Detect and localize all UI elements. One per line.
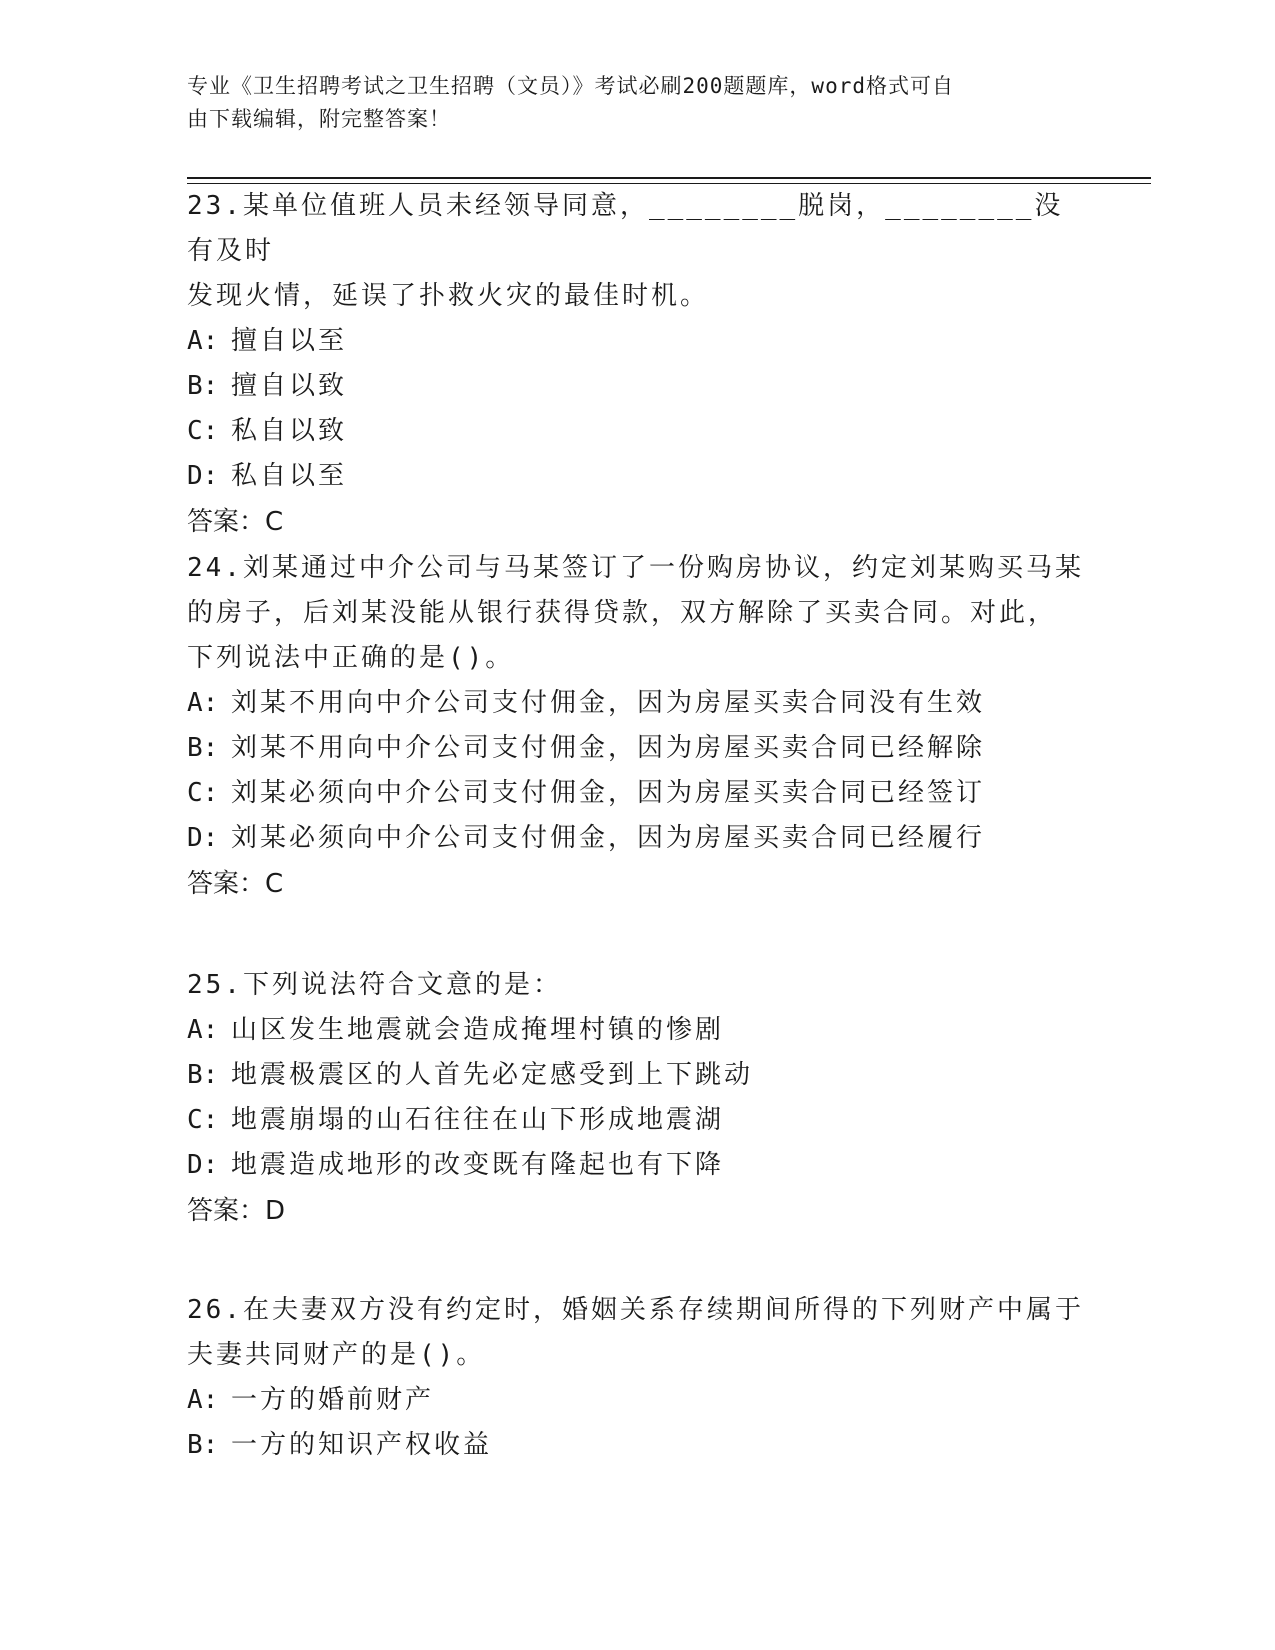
option-text: 地震极震区的人首先必定感受到上下跳动: [231, 1060, 754, 1090]
option-b: [187, 364, 1087, 409]
question-stem-line: 的房子，后刘某没能从银行获得贷款，双方解除了买卖合同。对此，: [187, 598, 1058, 628]
option-text: 一方的婚前财产: [231, 1385, 435, 1415]
option-c: [187, 409, 1087, 454]
header-line-1: 专业《卫生招聘考试之卫生招聘（文员）》考试必刷200题题库，word格式可自: [187, 74, 954, 98]
question-stem-line: 23.某单位值班人员未经领导同意，________脱岗，________没有及时: [187, 191, 1064, 266]
option-c: [187, 771, 1087, 816]
option-b: [187, 1053, 1087, 1098]
option-text: 擅自以至: [231, 326, 348, 356]
question-23: [187, 184, 1087, 545]
option-text: 地震崩塌的山石往往在山下形成地震湖: [231, 1105, 725, 1135]
question-26: [187, 1288, 1087, 1468]
option-text: 山区发生地震就会造成掩埋村镇的惨剧: [231, 1015, 725, 1045]
answer: 答案：C: [187, 507, 284, 537]
option-a: [187, 319, 1087, 364]
option-letter: A:: [187, 1015, 219, 1045]
option-text: 私自以致: [231, 416, 348, 446]
answer: 答案：D: [187, 1196, 286, 1226]
option-letter: D:: [187, 823, 219, 853]
question-24: [187, 546, 1087, 907]
option-text: 刘某必须向中介公司支付佣金，因为房屋买卖合同已经履行: [231, 823, 986, 853]
option-text: 地震造成地形的改变既有隆起也有下降: [231, 1150, 725, 1180]
option-text: 私自以至: [231, 461, 348, 491]
option-b: [187, 1423, 1087, 1468]
option-letter: C:: [187, 778, 219, 808]
option-text: 一方的知识产权收益: [231, 1430, 493, 1460]
option-a: [187, 1378, 1087, 1423]
question-stem-line: 26.在夫妻双方没有约定时，婚姻关系存续期间所得的下列财产中属于: [187, 1295, 1084, 1325]
question-stem-line: 25.下列说法符合文意的是：: [187, 970, 562, 1000]
question-stem-line: 夫妻共同财产的是()。: [187, 1340, 486, 1370]
option-c: [187, 1098, 1087, 1143]
question-25: [187, 963, 1087, 1234]
question-stem-line: 发现火情，延误了扑救火灾的最佳时机。: [187, 281, 710, 311]
option-d: [187, 816, 1087, 861]
option-text: 擅自以致: [231, 371, 348, 401]
option-letter: B:: [187, 1430, 219, 1460]
option-d: [187, 1143, 1087, 1188]
document-header: [187, 70, 1067, 136]
option-letter: B:: [187, 733, 219, 763]
question-stem-line: 下列说法中正确的是()。: [187, 643, 515, 673]
option-a: [187, 1008, 1087, 1053]
option-letter: C:: [187, 416, 219, 446]
option-letter: A:: [187, 326, 219, 356]
option-letter: D:: [187, 1150, 219, 1180]
option-letter: A:: [187, 1385, 219, 1415]
option-letter: B:: [187, 1060, 219, 1090]
option-text: 刘某不用向中介公司支付佣金，因为房屋买卖合同已经解除: [231, 733, 986, 763]
option-letter: B:: [187, 371, 219, 401]
option-b: [187, 726, 1087, 771]
option-letter: C:: [187, 1105, 219, 1135]
option-letter: A:: [187, 688, 219, 718]
option-letter: D:: [187, 461, 219, 491]
answer: 答案：C: [187, 869, 284, 899]
option-a: [187, 681, 1087, 726]
question-stem-line: 24.刘某通过中介公司与马某签订了一份购房协议，约定刘某购买马某: [187, 553, 1084, 583]
header-line-2: 由下载编辑，附完整答案！: [187, 107, 451, 131]
option-text: 刘某不用向中介公司支付佣金，因为房屋买卖合同没有生效: [231, 688, 986, 718]
option-text: 刘某必须向中介公司支付佣金，因为房屋买卖合同已经签订: [231, 778, 986, 808]
option-d: [187, 454, 1087, 499]
header-divider-thick: [187, 177, 1151, 179]
